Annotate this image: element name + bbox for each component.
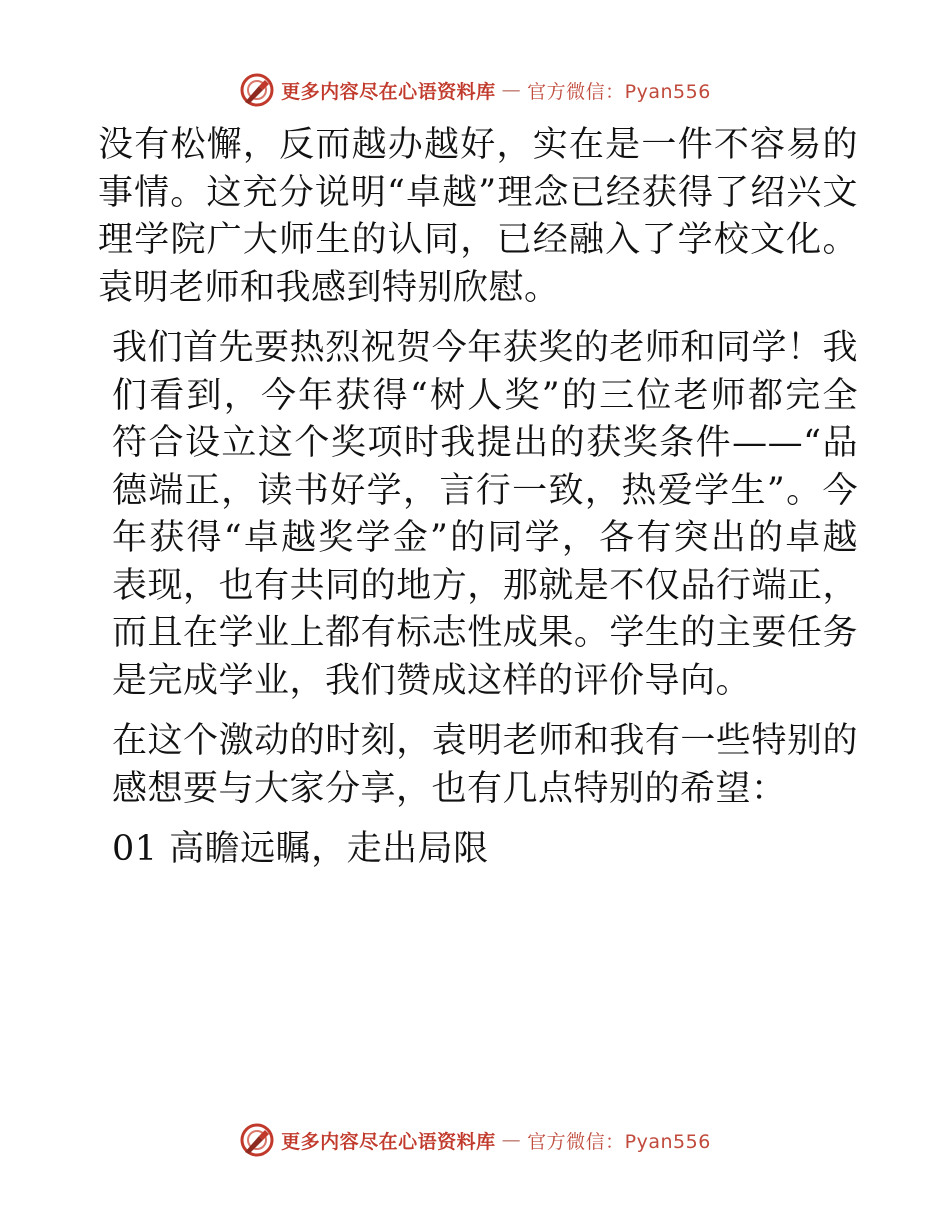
watermark-separator: — <box>501 1129 522 1151</box>
document-body <box>98 122 858 887</box>
watermark-sub-text: 官方微信：Pyan556 <box>527 80 711 103</box>
paragraph-1: 没有松懈，反而越办越好，实在是一件不容易的事情。这充分说明“卓越”理念已经获得了绍兴文理学院广大师生的认同，已经融入了学校文化。袁明老师和我感到特别欣慰。 <box>98 125 858 308</box>
watermark-main-text: 更多内容尽在心语资料库 <box>281 80 496 103</box>
footer-watermark <box>0 1120 950 1160</box>
pen-logo-icon <box>239 72 275 108</box>
watermark-sub-text: 官方微信：Pyan556 <box>527 1130 711 1153</box>
watermark-separator: — <box>501 79 522 101</box>
pen-logo-icon <box>239 1122 275 1158</box>
paragraph-3: 在这个激动的时刻，袁明老师和我有一些特别的感想要与大家分享，也有几点特别的希望： <box>112 721 858 809</box>
watermark-main-text: 更多内容尽在心语资料库 <box>281 1130 496 1153</box>
header-watermark <box>0 70 950 110</box>
section-heading: 01 高瞻远瞩，走出局限 <box>112 829 489 869</box>
paragraph-2: 我们首先要热烈祝贺今年获奖的老师和同学！我们看到，今年获得“树人奖”的三位老师都完全符合设立这个奖项时我提出的获奖条件——“品德端正，读书好学，言行一致，热爱学生”。今年获得“卓越奖学金”的同学，各有突出的卓越表现，也有共同的地方，那就是不仅品行端正，而且在学业上都有标志性成果。学生的主要任务是完成学业，我们赞成这样的评价导向。 <box>112 328 858 701</box>
